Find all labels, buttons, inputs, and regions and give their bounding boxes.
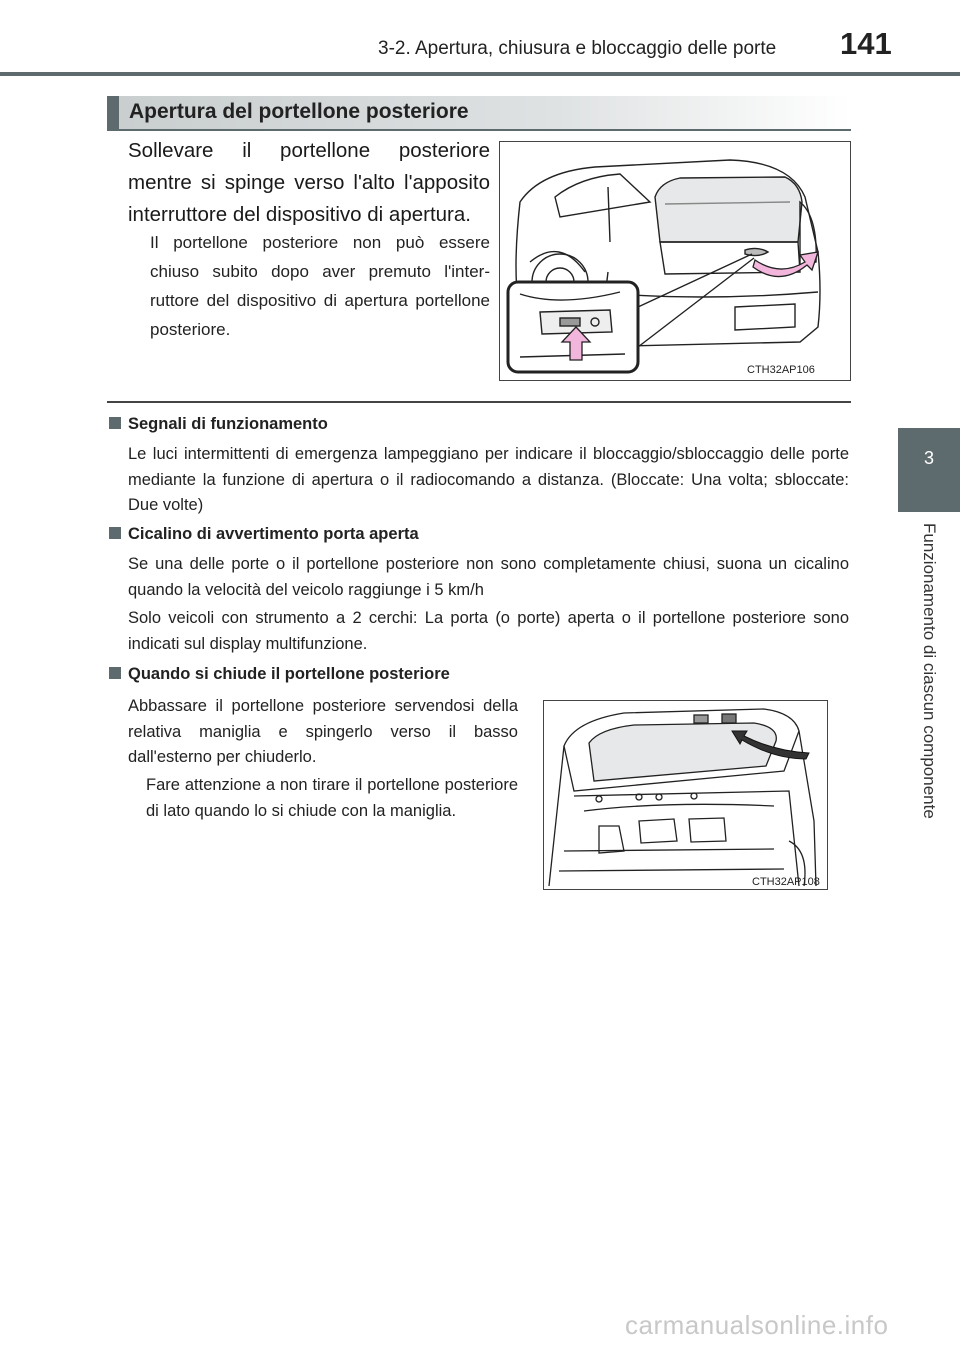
figure-1-code: CTH32AP106 (747, 364, 815, 376)
chapter-title-vertical (898, 512, 960, 829)
note-heading-text: Segnali di funzionamento (128, 415, 328, 433)
note-paragraph-caution: Fare attenzione a non tirare il portellone posteriore di lato quando lo si chiude con la maniglia. (146, 776, 518, 820)
square-bullet-icon (109, 527, 121, 539)
note-heading-operation-signals (109, 415, 328, 434)
note-heading-closing-back-door (109, 665, 450, 684)
tailgate-interior-illustration (544, 701, 826, 888)
chapter-tab (898, 428, 960, 512)
section-title: Apertura del portellone posteriore (129, 100, 469, 123)
chapter-number: 3 (923, 448, 934, 468)
note-paragraph: Solo veicoli con strumento a 2 cerchi: La porta (o porte) aperta o il portellone posteriore sono indicati sul display multifunzione. (128, 609, 849, 653)
rear-car-illustration (500, 142, 849, 379)
page-number: 141 (840, 26, 892, 61)
note-paragraph: Le luci intermittenti di emergenza lampeggiano per indicare il bloccaggio/sbloccaggio delle porte mediante la funzione di apertura o il radiocomando a distanza. (Bloccate: Una volta; sbloccate: Due volte) (128, 445, 849, 514)
chapter-title: Funzionamento di ciascun componente (920, 522, 939, 819)
note-paragraph: Abbassare il portellone posteriore servendosi della relativa maniglia e spingerlo verso il basso dall'esterno per chiuderlo. (128, 697, 518, 766)
figure-rear-door-opener (499, 141, 851, 381)
note-heading-text: Quando si chiude il portellone posteriore (128, 665, 450, 683)
watermark: carmanualsonline.info (625, 1310, 889, 1340)
section-heading-rule (107, 129, 851, 131)
note-paragraph: Se una delle porte o il portellone posteriore non sono completamente chiusi, suona un cicalino quando la velocità del veicolo raggiunge i 5 km/h (128, 555, 849, 599)
step-instruction: Sollevare il portellone posteriore mentre si spinge verso l'alto l'apposito interruttore del dispositivo di apertura. (128, 139, 490, 226)
section-divider (107, 401, 851, 403)
header-rule (0, 72, 960, 76)
figure-tailgate-handle (543, 700, 828, 890)
square-bullet-icon (109, 417, 121, 429)
note-heading-door-open-buzzer (109, 525, 419, 544)
step-note: Il portellone posteriore non può essere chiuso subito dopo aver premuto l'interruttore del dispositivo di apertura portellone posteriore. (150, 233, 490, 339)
figure-2-code: CTH32AP108 (752, 876, 820, 888)
running-header: 3-2. Apertura, chiusura e bloccaggio delle porte (378, 38, 777, 59)
note-heading-text: Cicalino di avvertimento porta aperta (128, 525, 419, 543)
square-bullet-icon (109, 667, 121, 679)
section-heading-bar (107, 96, 851, 130)
